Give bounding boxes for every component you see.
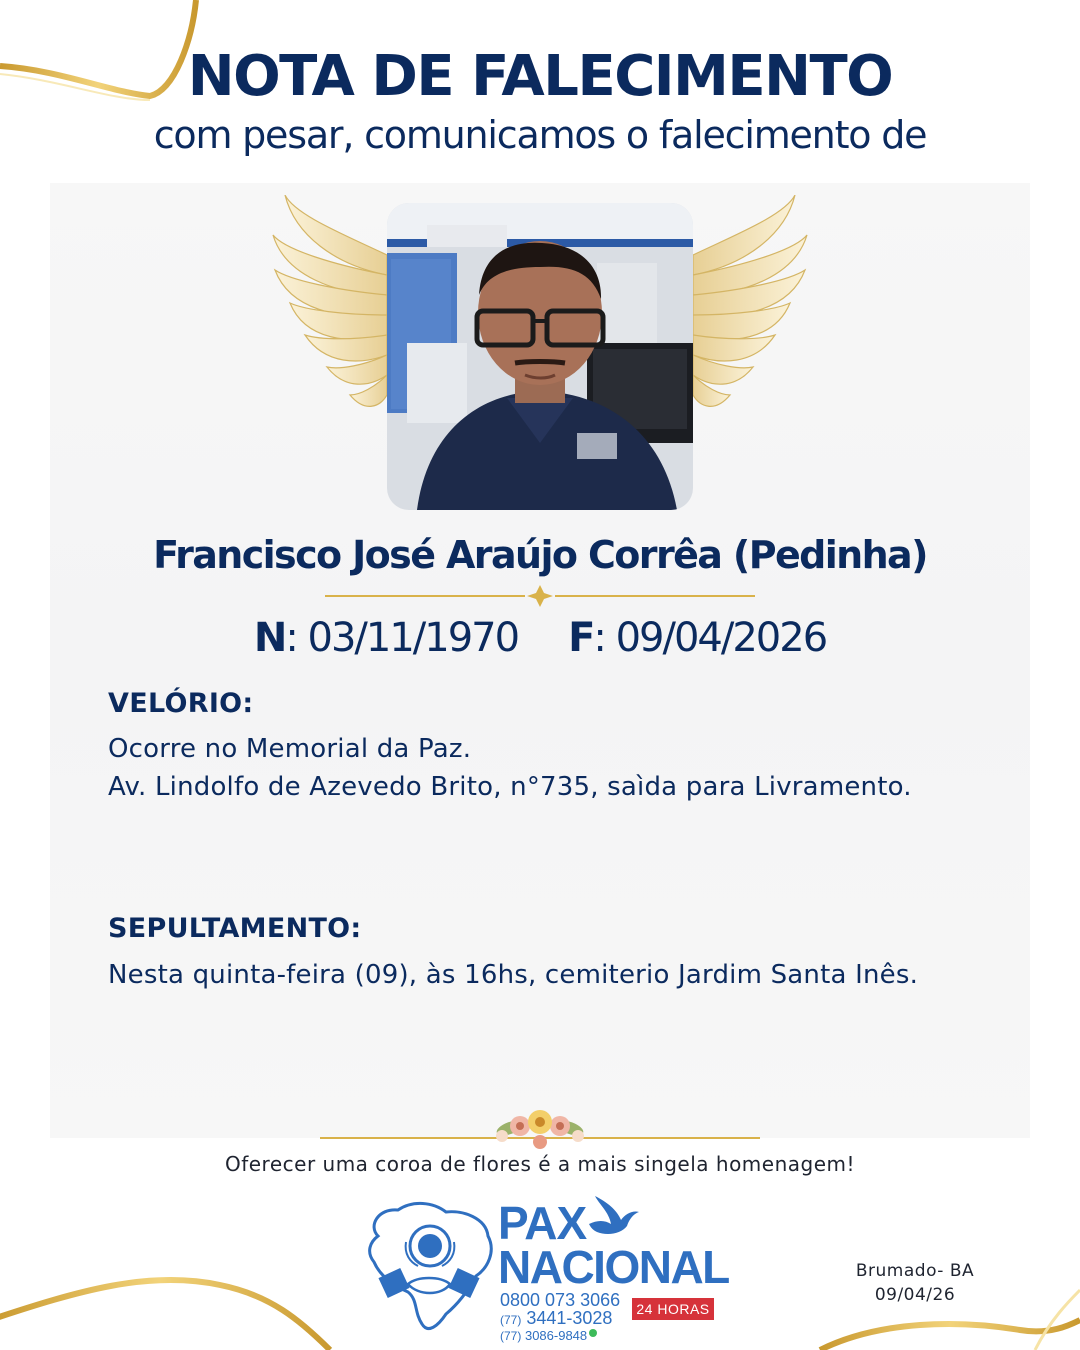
velorio-line-1: Ocorre no Memorial da Paz. — [108, 734, 472, 764]
label-colon: : — [285, 615, 308, 661]
page-subtitle: com pesar, comunicamos o falecimento de — [153, 113, 927, 157]
brand-name-line-2: NACIONAL — [498, 1241, 729, 1293]
dove-icon — [585, 1194, 641, 1242]
location-date-block — [830, 1259, 1000, 1307]
phone-landline-area: (77) — [500, 1313, 522, 1327]
label-colon: : — [593, 615, 616, 661]
page-title: NOTA DE FALECIMENTO — [187, 44, 893, 109]
city-label: Brumado- BA — [855, 1261, 975, 1281]
velorio-heading: VELÓRIO: — [108, 688, 254, 719]
death-label: F — [568, 615, 594, 661]
brazil-map-handshake-icon — [358, 1196, 498, 1336]
notice-date: 09/04/26 — [874, 1285, 956, 1305]
homage-text: Oferecer uma coroa de flores é a mais singela homenagem! — [224, 1152, 856, 1176]
whatsapp-icon — [589, 1329, 597, 1337]
sepultamento-heading: SEPULTAMENTO: — [108, 913, 362, 944]
life-dates — [0, 615, 1080, 661]
phone-whatsapp-number: 3086-9848 — [524, 1328, 588, 1343]
sparkle-divider-icon — [325, 585, 755, 607]
brand-name-line-1: PAX — [498, 1197, 587, 1249]
phone-landline-number: 3441-3028 — [526, 1308, 613, 1328]
sepultamento-line-1: Nesta quinta-feira (09), às 16hs, cemiterio Jardim Santa Inês. — [108, 960, 919, 990]
phone-whatsapp-area: (77) — [500, 1329, 522, 1343]
birth-label: N — [253, 615, 286, 661]
deceased-name: Francisco José Araújo Corrêa (Pedinha) — [153, 533, 927, 577]
deceased-photo — [387, 203, 693, 510]
phone-tollfree[interactable]: 0800 073 3066 — [500, 1290, 621, 1310]
phone-whatsapp[interactable] — [500, 1328, 597, 1343]
hours-badge: 24 HORAS — [632, 1298, 714, 1320]
flower-bouquet-icon — [320, 1106, 760, 1154]
birth-date: 03/11/1970 — [307, 615, 519, 661]
velorio-line-2: Av. Lindolfo de Azevedo Brito, n°735, saìda para Livramento. — [108, 772, 912, 802]
phone-landline[interactable] — [500, 1308, 612, 1329]
death-date: 09/04/2026 — [615, 615, 827, 661]
